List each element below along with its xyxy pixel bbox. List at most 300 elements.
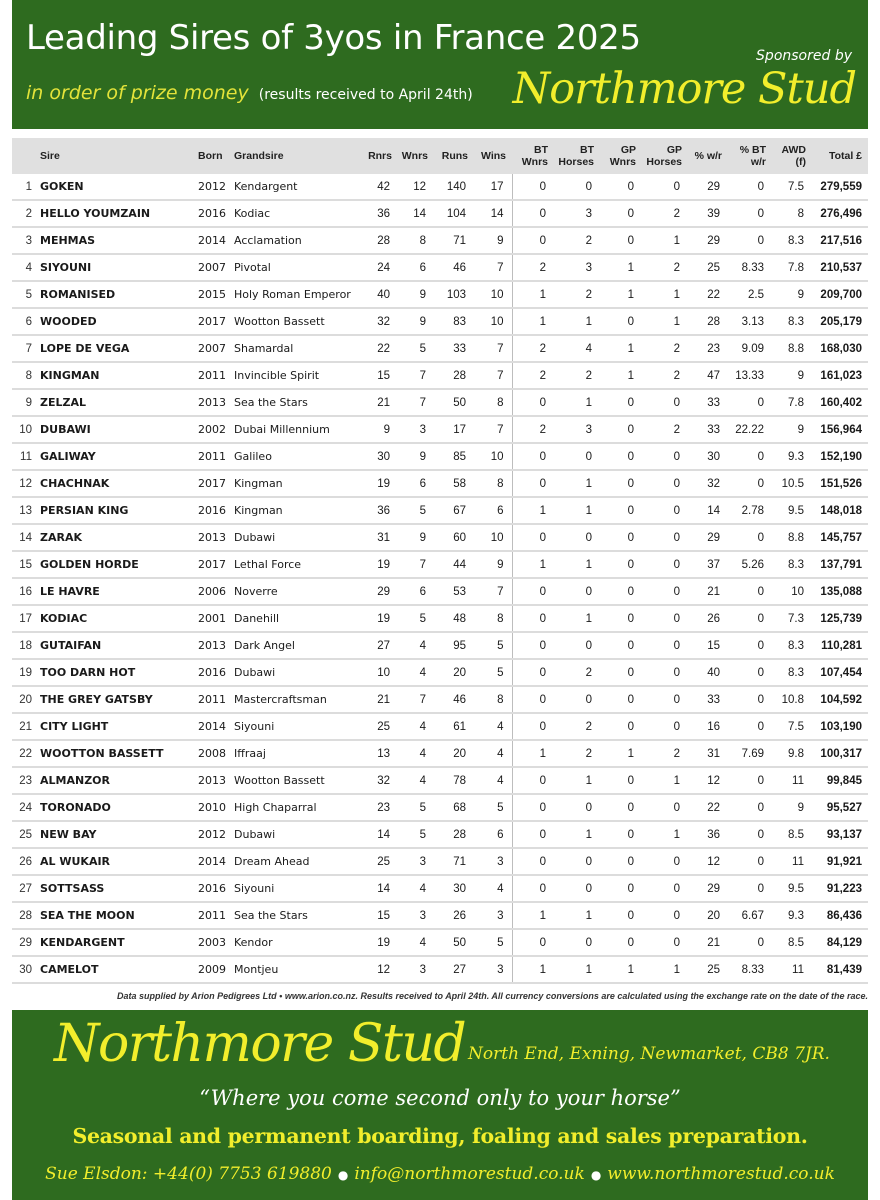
bt-horses: 2: [554, 713, 600, 740]
grandsire: Sea the Stars: [232, 389, 362, 416]
bt-horses: 1: [554, 902, 600, 929]
bt-wnrs: 0: [512, 875, 554, 902]
bt-wnrs: 2: [512, 335, 554, 362]
gp-wnrs: 0: [600, 443, 642, 470]
awd: 7.8: [772, 254, 812, 281]
sire-name: SIYOUNI: [38, 254, 196, 281]
subtitle-note: (results received to April 24th): [258, 87, 473, 103]
table-row: [12, 632, 868, 659]
stud-services: Seasonal and permanent boarding, foaling and sales preparation.: [72, 1124, 808, 1148]
rnrs: 25: [362, 713, 398, 740]
bt-horses: 1: [554, 389, 600, 416]
sire-name: SOTTSASS: [38, 875, 196, 902]
sire-name: ZARAK: [38, 524, 196, 551]
gp-wnrs: 1: [600, 362, 642, 389]
gp-horses: 1: [642, 821, 688, 848]
grandsire: Invincible Spirit: [232, 362, 362, 389]
total-prize: 148,018: [812, 497, 868, 524]
pct-bt-wr: 0: [728, 632, 772, 659]
born-year: 2010: [196, 794, 232, 821]
pct-wr: 15: [688, 632, 728, 659]
born-year: 2016: [196, 659, 232, 686]
rnrs: 14: [362, 875, 398, 902]
runs: 61: [434, 713, 474, 740]
gp-wnrs: 0: [600, 470, 642, 497]
pct-wr: 14: [688, 497, 728, 524]
wins: 6: [474, 821, 512, 848]
grandsire: Dream Ahead: [232, 848, 362, 875]
pct-wr: 36: [688, 821, 728, 848]
wins: 7: [474, 362, 512, 389]
grandsire: Lethal Force: [232, 551, 362, 578]
bt-wnrs: 1: [512, 497, 554, 524]
row-rank: 11: [12, 443, 38, 470]
wnrs: 4: [398, 659, 434, 686]
wnrs: 5: [398, 497, 434, 524]
gp-horses: 2: [642, 200, 688, 227]
sire-name: PERSIAN KING: [38, 497, 196, 524]
gp-horses: 0: [642, 389, 688, 416]
wnrs: 3: [398, 956, 434, 983]
table-row: [12, 389, 868, 416]
pct-wr: 25: [688, 254, 728, 281]
rnrs: 21: [362, 686, 398, 713]
pct-bt-wr: 0: [728, 470, 772, 497]
bt-horses: 0: [554, 875, 600, 902]
contact-website[interactable]: www.northmorestud.co.uk: [607, 1164, 835, 1184]
runs: 28: [434, 821, 474, 848]
wnrs: 3: [398, 848, 434, 875]
wins: 5: [474, 794, 512, 821]
rnrs: 29: [362, 578, 398, 605]
gp-horses: 1: [642, 281, 688, 308]
table-row: [12, 767, 868, 794]
rnrs: 19: [362, 470, 398, 497]
wnrs: 6: [398, 470, 434, 497]
total-prize: 276,496: [812, 200, 868, 227]
contact-line: [12, 1164, 868, 1184]
sire-name: AL WUKAIR: [38, 848, 196, 875]
rnrs: 19: [362, 605, 398, 632]
row-rank: 6: [12, 308, 38, 335]
born-year: 2012: [196, 174, 232, 200]
born-year: 2016: [196, 875, 232, 902]
rnrs: 9: [362, 416, 398, 443]
wins: 4: [474, 875, 512, 902]
row-rank: 10: [12, 416, 38, 443]
row-rank: 12: [12, 470, 38, 497]
pct-bt-wr: 0: [728, 443, 772, 470]
rnrs: 12: [362, 956, 398, 983]
total-prize: 107,454: [812, 659, 868, 686]
sire-name: KENDARGENT: [38, 929, 196, 956]
pct-bt-wr: 13.33: [728, 362, 772, 389]
wins: 5: [474, 632, 512, 659]
table-row: [12, 281, 868, 308]
grandsire: Dubawi: [232, 659, 362, 686]
rnrs: 32: [362, 767, 398, 794]
pct-bt-wr: 5.26: [728, 551, 772, 578]
rnrs: 31: [362, 524, 398, 551]
bt-wnrs: 0: [512, 389, 554, 416]
rnrs: 19: [362, 929, 398, 956]
bt-horses: 2: [554, 227, 600, 254]
awd: 9.3: [772, 443, 812, 470]
wins: 10: [474, 524, 512, 551]
rnrs: 42: [362, 174, 398, 200]
total-prize: 151,526: [812, 470, 868, 497]
rnrs: 13: [362, 740, 398, 767]
gp-wnrs: 0: [600, 524, 642, 551]
awd: 9: [772, 362, 812, 389]
born-year: 2017: [196, 470, 232, 497]
pct-bt-wr: 6.67: [728, 902, 772, 929]
wins: 8: [474, 686, 512, 713]
pct-wr: 12: [688, 767, 728, 794]
pct-wr: 32: [688, 470, 728, 497]
row-rank: 20: [12, 686, 38, 713]
pct-wr: 20: [688, 902, 728, 929]
wnrs: 9: [398, 443, 434, 470]
pct-bt-wr: 22.22: [728, 416, 772, 443]
gp-horses: 0: [642, 713, 688, 740]
bt-horses: 2: [554, 281, 600, 308]
pct-bt-wr: 0: [728, 713, 772, 740]
wins: 3: [474, 902, 512, 929]
wins: 3: [474, 848, 512, 875]
rnrs: 24: [362, 254, 398, 281]
sire-name: WOODED: [38, 308, 196, 335]
sire-name: ZELZAL: [38, 389, 196, 416]
rnrs: 15: [362, 362, 398, 389]
gp-wnrs: 0: [600, 227, 642, 254]
footer-advert: [12, 1010, 868, 1200]
sire-name: ROMANISED: [38, 281, 196, 308]
grandsire: Dark Angel: [232, 632, 362, 659]
sire-name: CITY LIGHT: [38, 713, 196, 740]
runs: 27: [434, 956, 474, 983]
pct-wr: 22: [688, 794, 728, 821]
wins: 7: [474, 578, 512, 605]
total-prize: 137,791: [812, 551, 868, 578]
table-row: [12, 308, 868, 335]
table-row: [12, 362, 868, 389]
bt-wnrs: 0: [512, 174, 554, 200]
stud-name: Northmore Stud: [54, 1014, 466, 1074]
wins: 17: [474, 174, 512, 200]
born-year: 2006: [196, 578, 232, 605]
grandsire: Dubawi: [232, 524, 362, 551]
gp-wnrs: 0: [600, 659, 642, 686]
born-year: 2017: [196, 308, 232, 335]
born-year: 2003: [196, 929, 232, 956]
grandsire: Galileo: [232, 443, 362, 470]
wnrs: 7: [398, 389, 434, 416]
row-rank: 24: [12, 794, 38, 821]
bt-horses: 0: [554, 524, 600, 551]
pct-bt-wr: 0: [728, 794, 772, 821]
grandsire: Mastercraftsman: [232, 686, 362, 713]
rnrs: 15: [362, 902, 398, 929]
wnrs: 4: [398, 740, 434, 767]
bt-horses: 1: [554, 821, 600, 848]
rnrs: 14: [362, 821, 398, 848]
bt-wnrs: 0: [512, 794, 554, 821]
runs: 67: [434, 497, 474, 524]
bt-horses: 1: [554, 767, 600, 794]
sire-name: KODIAC: [38, 605, 196, 632]
grandsire: Noverre: [232, 578, 362, 605]
total-prize: 91,223: [812, 875, 868, 902]
wnrs: 7: [398, 551, 434, 578]
pct-bt-wr: 0: [728, 200, 772, 227]
table-row: [12, 227, 868, 254]
runs: 20: [434, 659, 474, 686]
total-prize: 145,757: [812, 524, 868, 551]
col-runs: Runs: [434, 138, 474, 174]
born-year: 2015: [196, 281, 232, 308]
grandsire: Wootton Bassett: [232, 308, 362, 335]
born-year: 2002: [196, 416, 232, 443]
gp-horses: 0: [642, 443, 688, 470]
gp-horses: 0: [642, 686, 688, 713]
bt-wnrs: 0: [512, 470, 554, 497]
gp-horses: 0: [642, 605, 688, 632]
gp-wnrs: 0: [600, 389, 642, 416]
grandsire: Siyouni: [232, 875, 362, 902]
gp-wnrs: 0: [600, 497, 642, 524]
bt-horses: 1: [554, 308, 600, 335]
sponsored-by-label: Sponsored by: [756, 48, 852, 64]
wnrs: 3: [398, 902, 434, 929]
col-rnrs: Rnrs: [362, 138, 398, 174]
rnrs: 36: [362, 200, 398, 227]
row-rank: 1: [12, 174, 38, 200]
pct-wr: 39: [688, 200, 728, 227]
bt-horses: 1: [554, 470, 600, 497]
awd: 7.5: [772, 713, 812, 740]
stud-address: North End, Exning, Newmarket, CB8 7JR.: [468, 1044, 830, 1064]
wins: 9: [474, 227, 512, 254]
pct-bt-wr: 2.5: [728, 281, 772, 308]
born-year: 2014: [196, 227, 232, 254]
bullet-icon: ●: [590, 1168, 602, 1182]
bullet-icon: ●: [337, 1168, 349, 1182]
bt-horses: 2: [554, 362, 600, 389]
runs: 140: [434, 174, 474, 200]
gp-wnrs: 0: [600, 578, 642, 605]
wnrs: 9: [398, 308, 434, 335]
table-row: [12, 470, 868, 497]
born-year: 2013: [196, 524, 232, 551]
row-rank: 4: [12, 254, 38, 281]
sire-name: GALIWAY: [38, 443, 196, 470]
pct-wr: 28: [688, 308, 728, 335]
wnrs: 5: [398, 335, 434, 362]
sire-name: LOPE DE VEGA: [38, 335, 196, 362]
table-row: [12, 740, 868, 767]
total-prize: 81,439: [812, 956, 868, 983]
gp-horses: 0: [642, 848, 688, 875]
awd: 11: [772, 767, 812, 794]
wins: 4: [474, 713, 512, 740]
bt-wnrs: 2: [512, 254, 554, 281]
runs: 30: [434, 875, 474, 902]
born-year: 2009: [196, 956, 232, 983]
pct-wr: 33: [688, 389, 728, 416]
wins: 10: [474, 308, 512, 335]
gp-horses: 2: [642, 416, 688, 443]
awd: 8.3: [772, 227, 812, 254]
grandsire: High Chaparral: [232, 794, 362, 821]
pct-bt-wr: 3.13: [728, 308, 772, 335]
runs: 26: [434, 902, 474, 929]
grandsire: Kingman: [232, 470, 362, 497]
awd: 9.5: [772, 497, 812, 524]
wnrs: 4: [398, 767, 434, 794]
gp-horses: 0: [642, 794, 688, 821]
gp-wnrs: 1: [600, 281, 642, 308]
table-row: [12, 875, 868, 902]
wnrs: 4: [398, 632, 434, 659]
table-row: [12, 200, 868, 227]
awd: 9: [772, 281, 812, 308]
wnrs: 9: [398, 281, 434, 308]
table-row: [12, 821, 868, 848]
born-year: 2007: [196, 254, 232, 281]
total-prize: 160,402: [812, 389, 868, 416]
gp-wnrs: 0: [600, 686, 642, 713]
row-rank: 2: [12, 200, 38, 227]
total-prize: 95,527: [812, 794, 868, 821]
table-row: [12, 686, 868, 713]
bt-wnrs: 0: [512, 632, 554, 659]
gp-wnrs: 0: [600, 174, 642, 200]
grandsire: Danehill: [232, 605, 362, 632]
table-row: [12, 956, 868, 983]
bt-horses: 0: [554, 686, 600, 713]
total-prize: 161,023: [812, 362, 868, 389]
row-rank: 14: [12, 524, 38, 551]
table-row: [12, 497, 868, 524]
awd: 10.5: [772, 470, 812, 497]
wnrs: 7: [398, 686, 434, 713]
col-gp-wnrs: GP Wnrs: [600, 138, 642, 174]
runs: 78: [434, 767, 474, 794]
total-prize: 99,845: [812, 767, 868, 794]
bt-horses: 1: [554, 956, 600, 983]
runs: 58: [434, 470, 474, 497]
rnrs: 23: [362, 794, 398, 821]
pct-wr: 21: [688, 929, 728, 956]
gp-wnrs: 0: [600, 875, 642, 902]
pct-wr: 26: [688, 605, 728, 632]
table-row: [12, 605, 868, 632]
pct-bt-wr: 0: [728, 659, 772, 686]
grandsire: Iffraaj: [232, 740, 362, 767]
pct-bt-wr: 2.78: [728, 497, 772, 524]
col-born: Born: [196, 138, 232, 174]
runs: 48: [434, 605, 474, 632]
pct-bt-wr: 7.69: [728, 740, 772, 767]
rnrs: 32: [362, 308, 398, 335]
sire-name: CHACHNAK: [38, 470, 196, 497]
wins: 8: [474, 605, 512, 632]
sire-name: ALMANZOR: [38, 767, 196, 794]
gp-wnrs: 0: [600, 605, 642, 632]
total-prize: 86,436: [812, 902, 868, 929]
pct-wr: 37: [688, 551, 728, 578]
gp-horses: 0: [642, 902, 688, 929]
row-rank: 29: [12, 929, 38, 956]
awd: 11: [772, 956, 812, 983]
stud-slogan: “Where you come second only to your horse”: [199, 1086, 681, 1110]
bt-horses: 0: [554, 848, 600, 875]
bt-horses: 0: [554, 578, 600, 605]
awd: 9.5: [772, 875, 812, 902]
rnrs: 36: [362, 497, 398, 524]
gp-horses: 0: [642, 929, 688, 956]
bt-horses: 3: [554, 200, 600, 227]
grandsire: Pivotal: [232, 254, 362, 281]
gp-horses: 0: [642, 497, 688, 524]
total-prize: 104,592: [812, 686, 868, 713]
awd: 8.3: [772, 308, 812, 335]
runs: 85: [434, 443, 474, 470]
born-year: 2013: [196, 632, 232, 659]
sire-name: TORONADO: [38, 794, 196, 821]
total-prize: 91,921: [812, 848, 868, 875]
born-year: 2014: [196, 848, 232, 875]
gp-wnrs: 1: [600, 254, 642, 281]
gp-wnrs: 0: [600, 821, 642, 848]
pct-bt-wr: 0: [728, 767, 772, 794]
sire-name: GOLDEN HORDE: [38, 551, 196, 578]
pct-bt-wr: 0: [728, 875, 772, 902]
total-prize: 84,129: [812, 929, 868, 956]
row-rank: 5: [12, 281, 38, 308]
row-rank: 30: [12, 956, 38, 983]
wnrs: 5: [398, 794, 434, 821]
pct-wr: 22: [688, 281, 728, 308]
grandsire: Wootton Bassett: [232, 767, 362, 794]
sponsor-logo: Northmore Stud: [512, 64, 856, 114]
grandsire: Kingman: [232, 497, 362, 524]
awd: 8: [772, 200, 812, 227]
col-bt-horses: BT Horses: [554, 138, 600, 174]
awd: 9: [772, 416, 812, 443]
awd: 8.3: [772, 551, 812, 578]
runs: 28: [434, 362, 474, 389]
total-prize: 152,190: [812, 443, 868, 470]
bt-horses: 0: [554, 443, 600, 470]
gp-horses: 1: [642, 956, 688, 983]
table-row: [12, 902, 868, 929]
awd: 10.8: [772, 686, 812, 713]
pct-bt-wr: 0: [728, 821, 772, 848]
contact-email[interactable]: info@northmorestud.co.uk: [354, 1164, 585, 1184]
gp-wnrs: 0: [600, 308, 642, 335]
sire-name: NEW BAY: [38, 821, 196, 848]
pct-wr: 33: [688, 686, 728, 713]
runs: 103: [434, 281, 474, 308]
wnrs: 6: [398, 578, 434, 605]
awd: 11: [772, 848, 812, 875]
row-rank: 26: [12, 848, 38, 875]
bt-horses: 1: [554, 551, 600, 578]
table-row: [12, 174, 868, 200]
pct-wr: 29: [688, 174, 728, 200]
